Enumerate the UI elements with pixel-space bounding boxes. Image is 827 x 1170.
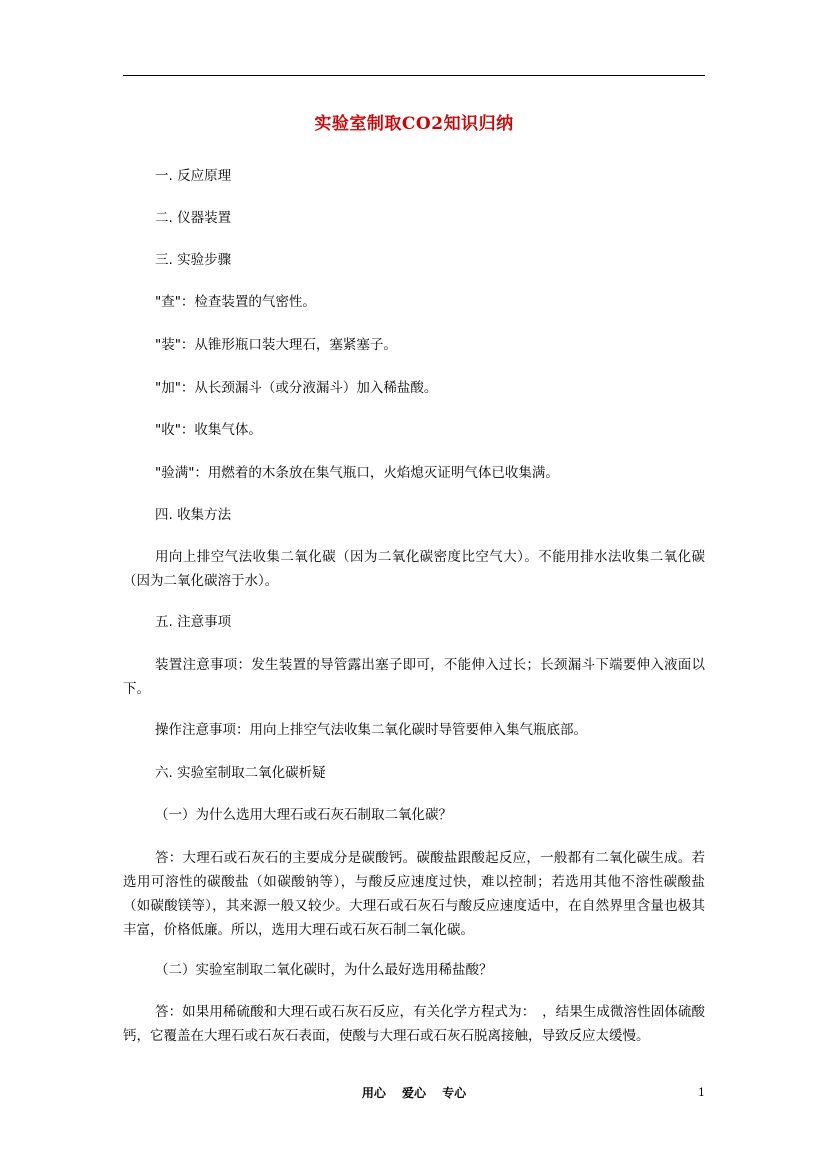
document-title: 实验室制取CO2知识归纳	[314, 114, 514, 134]
footer-motto: 用心 爱心 专心	[361, 1086, 467, 1100]
step-verify: "验满"：用燃着的木条放在集气瓶口，火焰熄灭证明气体已收集满。	[155, 465, 559, 481]
section-heading-principle: 一. 反应原理	[155, 168, 232, 184]
step-check: "查"：检查装置的气密性。	[155, 294, 316, 310]
page-number: 1	[698, 1086, 705, 1099]
operation-notes-text: 操作注意事项：用向上排空气法收集二氧化碳时导管要伸入集气瓶底部。	[155, 722, 587, 738]
step-add: "加"：从长颈漏斗（或分液漏斗）加入稀盐酸。	[155, 380, 438, 396]
question-2: （二）实验室制取二氧化碳时，为什么最好选用稀盐酸？	[155, 962, 493, 978]
question-1: （一）为什么选用大理石或石灰石制取二氧化碳？	[155, 807, 452, 823]
collection-method-text: 用向上排空气法收集二氧化碳（因为二氧化碳密度比空气大）。不能用排水法收集二氧化碳（因为二氧化碳溶于水）。	[123, 549, 705, 589]
section-heading-collection: 四. 收集方法	[155, 507, 232, 523]
section-heading-notes: 五. 注意事项	[155, 614, 232, 630]
answer-2: 答：如果用稀硫酸和大理石或石灰石反应，有关化学方程式为： ，结果生成微溶性固体硫酸钙，它覆盖在大理石或石灰石表面，使酸与大理石或石灰石脱离接触，导致反应太缓慢。	[123, 1004, 705, 1044]
section-heading-steps: 三. 实验步骤	[155, 252, 232, 268]
section-heading-analysis: 六. 实验室制取二氧化碳析疑	[155, 765, 326, 781]
section-heading-apparatus: 二. 仪器装置	[155, 210, 232, 226]
answer-1: 答：大理石或石灰石的主要成分是碳酸钙。碳酸盐跟酸起反应，一般都有二氧化碳生成。若选用可溶性的碳酸盐（如碳酸钠等），与酸反应速度过快，难以控制；若选用其他不溶性碳酸盐（如碳酸镁等），其来源一般又较少。大理石或石灰石与酸反应速度适中，在自然界里含量也极其丰富，价格低廉。所以，选用大理石或石灰石制二氧化碳。	[123, 850, 705, 938]
apparatus-notes-text: 装置注意事项：发生装置的导管露出塞子即可，不能伸入过长；长颈漏斗下端要伸入液面以下。	[123, 657, 705, 697]
header-rule	[123, 75, 705, 76]
step-load: "装"：从锥形瓶口装大理石，塞紧塞子。	[155, 337, 397, 353]
step-collect: "收"：收集气体。	[155, 422, 262, 438]
